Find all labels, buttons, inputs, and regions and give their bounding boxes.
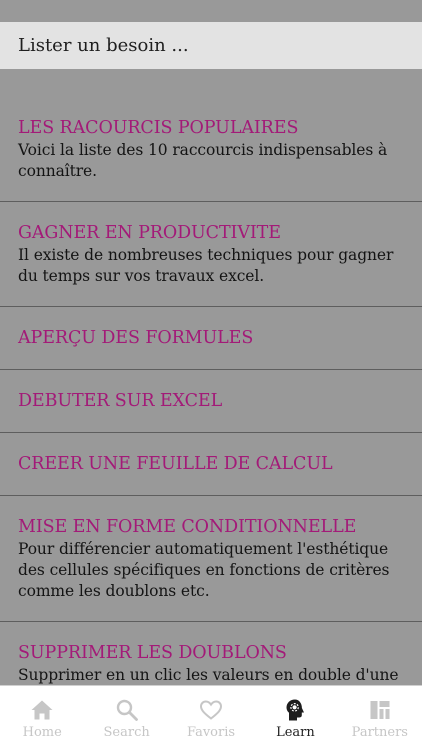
tab-favoris[interactable] [169,686,253,750]
list-item-title: LES RACOURCIS POPULAIRES [18,118,299,138]
list-item-title: CREER UNE FEUILLE DE CALCUL [18,454,333,474]
list-item-title: DEBUTER SUR EXCEL [18,391,223,411]
list-item-description: Voici la liste des 10 raccourcis indispensables à connaître. [18,141,388,180]
list-item-title: GAGNER EN PRODUCTIVITE [18,223,281,243]
list-item-title: SUPPRIMER LES DOUBLONS [18,643,287,663]
brain-head-icon [283,698,307,722]
search-placeholder: Lister un besoin ... [18,35,189,56]
list-item-supprimer-les-doublons[interactable] [0,622,422,685]
tab-search[interactable] [84,686,168,750]
list-item-debuter-sur-excel[interactable] [0,370,422,433]
tab-learn[interactable] [253,686,337,750]
list-item-title: APERÇU DES FORMULES [18,328,254,348]
list-item-mise-en-forme-conditionnelle[interactable] [0,496,422,622]
status-bar [0,0,422,22]
tab-label: Home [22,725,62,740]
list-item-racourcis-populaires[interactable] [0,69,422,202]
list-item-title: MISE EN FORME CONDITIONNELLE [18,517,357,537]
home-icon [30,698,54,722]
tab-partners[interactable] [338,686,422,750]
search-icon [115,698,139,722]
list-item-gagner-en-productivite[interactable] [0,202,422,307]
tab-home[interactable] [0,686,84,750]
tab-label: Partners [351,725,408,740]
list-item-apercu-des-formules[interactable] [0,307,422,370]
tab-bar [0,685,422,750]
tab-label: Search [103,725,150,740]
tab-label: Learn [276,725,315,740]
topic-list [0,69,422,685]
heart-icon [199,698,223,722]
list-item-description: Supprimer en un clic les valeurs en double d'une [18,666,399,684]
list-item-creer-une-feuille-de-calcul[interactable] [0,433,422,496]
list-item-description: Il existe de nombreuses techniques pour gagner du temps sur vos travaux excel. [18,246,394,285]
dashboard-icon [368,698,392,722]
list-item-description: Pour différencier automatiquement l'esthétique des cellules spécifiques en fonctions de critères comme les doublons etc. [18,540,390,600]
search-bar[interactable] [0,22,422,69]
tab-label: Favoris [186,725,236,740]
